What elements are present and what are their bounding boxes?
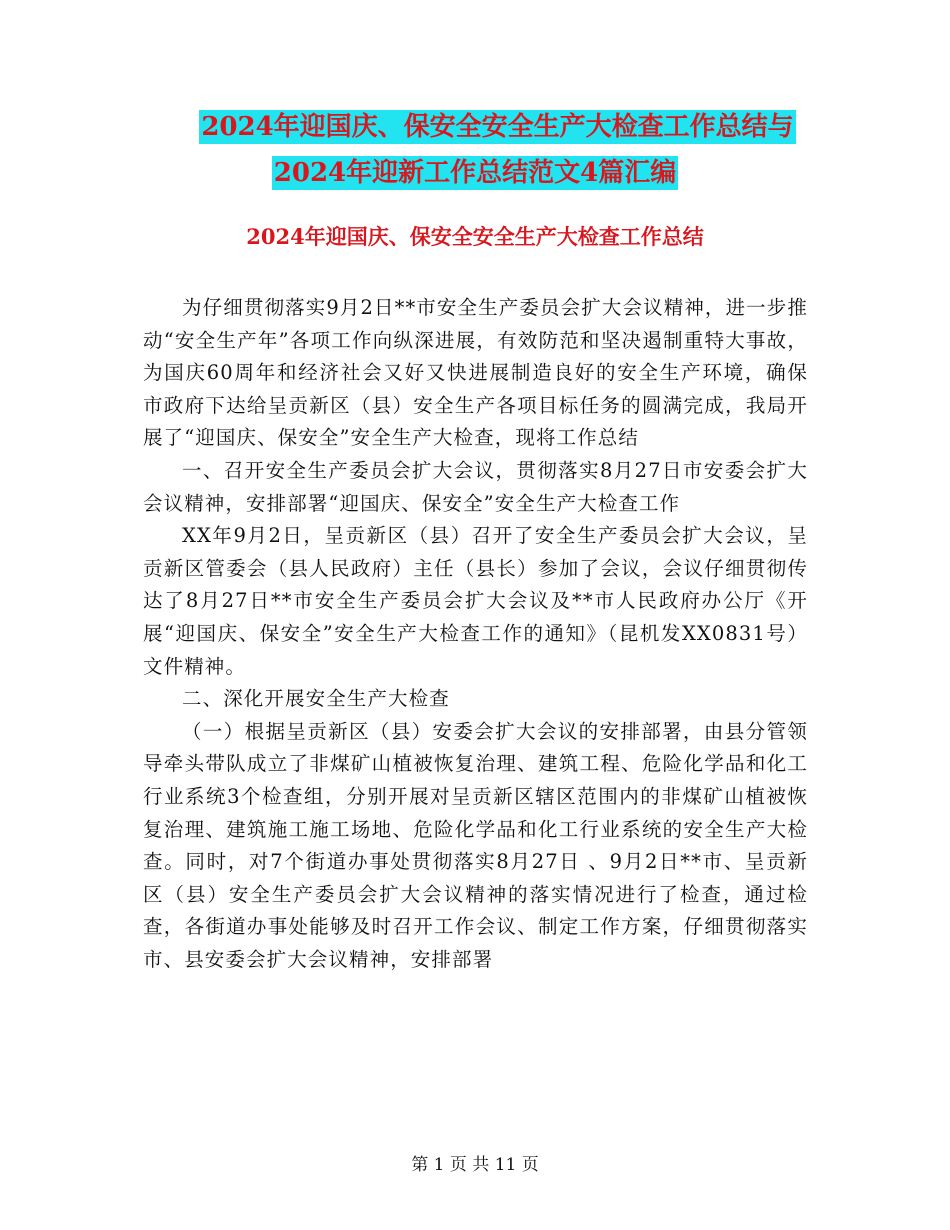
section-title: 2024年迎国庆、保安全安全生产大检查工作总结 xyxy=(246,224,704,249)
paragraph: （一）根据呈贡新区（县）安委会扩大会议的安排部署，由县分管领导牵头带队成立了非煤矿山植被恢复治理、建筑工程、危险化学品和化工行业系统3个检查组，分别开展对呈贡新区辖区范围内的非煤矿山植被恢复治理、建筑施工施工场地、危险化学品和化工行业系统的安全生产大检查。同时，对7个街道办事处贯彻落实8月27日 、9月2日**市、呈贡新区（县）安全生产委员会扩大会议精神的落实情况进行了检查，通过检查，各街道办事处能够及时召开工作会议、制定工作方案，仔细贯彻落实市、县安委会扩大会议精神，安排部署 xyxy=(143,719,808,971)
paragraph: 二、深化开展安全生产大检查 xyxy=(182,687,450,711)
paragraph: 一、召开安全生产委员会扩大会议，贯彻落实8月27日市安委会扩大会议精神，安排部署“迎国庆、保安全”安全生产大检查工作 xyxy=(143,458,808,515)
paragraph: XX年9月2日，呈贡新区（县）召开了安全生产委员会扩大会议，呈贡新区管委会（县人民政府）主任（县长）参加了会议，会议仔细贯彻传达了8月27日**市安全生产委员会扩大会议及**市人民政府办公厅《开展“迎国庆、保安全”安全生产大检查工作的通知》（昆机发XX0831号）文件精神。 xyxy=(143,524,808,678)
document-body xyxy=(143,292,808,976)
paragraph: 为仔细贯彻落实9月2日**市安全生产委员会扩大会议精神，进一步推动“安全生产年”各项工作向纵深进展，有效防范和坚决遏制重特大事故，为国庆60周年和经济社会又好又快进展制造良好的安全生产环境，确保市政府下达给呈贡新区（县）安全生产各项目标任务的圆满完成，我局开展了“迎国庆、保安全”安全生产大检查，现将工作总结 xyxy=(143,296,808,450)
document-title-text-1: 2024年迎国庆、保安全安全生产大检查工作总结与 xyxy=(201,112,794,142)
document-title-line-2 xyxy=(0,158,950,188)
page-footer: 第 1 页 共 11 页 xyxy=(411,1155,539,1175)
document-title-text-2: 2024年迎新工作总结范文4篇汇编 xyxy=(273,158,677,188)
document-title-line-1 xyxy=(0,112,950,142)
